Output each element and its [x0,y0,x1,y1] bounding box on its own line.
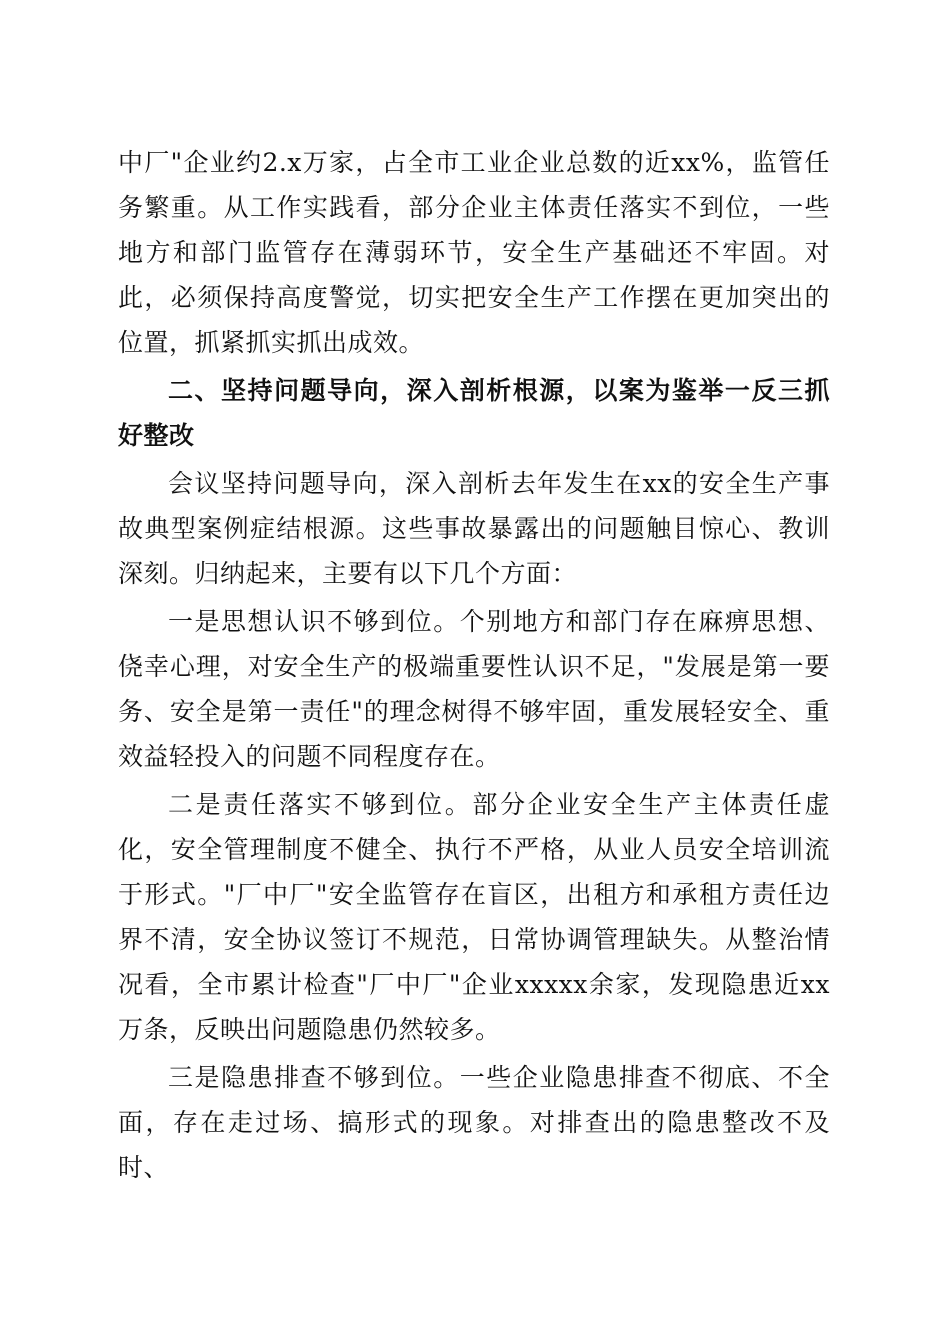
point-3-lead: 三是隐患排查不够到位。 [168,1063,460,1092]
point-3-text: 一些企业隐患排查不彻底、不全面，存在走过场、搞形式的现象。对排查出的隐患整改不及时、 [118,1063,830,1182]
paragraph-point-3 [118,1055,830,1190]
paragraph-point-2 [118,782,830,1052]
paragraph-intro: 会议坚持问题导向，深入剖析去年发生在xx的安全生产事故典型案例症结根源。这些事故暴露出的问题触目惊心、教训深刻。归纳起来，主要有以下几个方面： [118,469,830,588]
document-body [118,140,830,1190]
point-2-text: 部分企业安全生产主体责任虚化，安全管理制度不健全、执行不严格，从业人员安全培训流于形式。"厂中厂"安全监管存在盲区，出租方和承租方责任边界不清，安全协议签订不规范，日常协调管理缺失。从整治情况看，全市累计检查"厂中厂"企业xxxxx余家，发现隐患近xx万条，反映出问题隐患仍然较多。 [118,790,830,1044]
point-2-lead: 二是责任落实不够到位。 [168,790,473,819]
section-heading-2: 二、坚持问题导向，深入剖析根源，以案为鉴举一反三抓好整改 [118,376,830,450]
point-1-lead: 一是思想认识不够到位。 [168,607,460,636]
point-1-text: 个别地方和部门存在麻痹思想、侥幸心理，对安全生产的极端重要性认识不足，"发展是第一要务、安全是第一责任"的理念树得不够牢固，重发展轻安全、重效益轻投入的问题不同程度存在。 [118,607,830,771]
paragraph-point-1 [118,599,830,779]
paragraph-continuation: 中厂"企业约2.x万家，占全市工业企业总数的近xx%，监管任务繁重。从工作实践看，部分企业主体责任落实不到位，一些地方和部门监管存在薄弱环节，安全生产基础还不牢固。对此，必须保持高度警觉，切实把安全生产工作摆在更加突出的位置，抓紧抓实抓出成效。 [118,148,830,357]
